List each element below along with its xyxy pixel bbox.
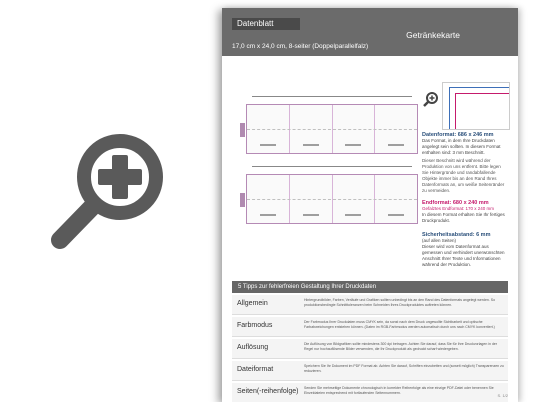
side-label-marker [240, 193, 245, 207]
datenformat-note: Dieser Beschnitt wird während der Produktion von uns entfernt. Bitte legen Sie Hintergründe und randabfallende Objekte immer bis an den Rand Ihres Datenformats an, um weiße Seitenränder zu vermeiden. [422, 158, 505, 193]
corner-detail [442, 82, 510, 130]
tip-text: Die Auflösung von Bildgrafiken sollte mindestens 300 dpi betragen. Achten Sie darauf, dass Sie für Ihre Druckvorlagen in der Regel nur hochauflösende Bilder verwenden, die Ihr Druckprodukt als gedruckt scharf wiedergeben. [304, 342, 498, 351]
sicherheit-title: Sicherheitsabstand: 6 mm [422, 232, 491, 238]
tip-row [232, 295, 508, 315]
endformat-sub: Gefalztes Endformat: 170 x 240 mm [422, 206, 495, 211]
sicherheit-sub: (auf allen Seiten) [422, 238, 457, 243]
side-label-marker [240, 123, 245, 137]
page-header [222, 8, 518, 56]
datenformat-text: Das Format, in dem Ihre Druckdaten angelegt sein sollten. In diesem Format enthalten sind: 3 mm Beschnitt. [422, 138, 501, 155]
tip-text: Hintergrundbilder, Farben, Verläufe und Grafiken sollten unbedingt bis an den Rand des Datenformats angelegt werden. So produktionsbedingte Schnitttoleranzen beim Schneiden Ihres Druckproduktes auftreten können. [304, 298, 496, 307]
endformat-title: Endformat: 680 x 240 mm [422, 200, 489, 206]
tip-row [232, 317, 508, 337]
tip-label: Auflösung [237, 344, 269, 351]
endformat-text: In diesem Format erhalten Sie Ihr fertiges Druckprodukt. [422, 212, 505, 223]
template-inside [246, 174, 418, 224]
dimension-line [252, 166, 412, 167]
datenformat-title: Datenformat: 686 x 246 mm [422, 132, 494, 138]
tips-table [232, 295, 508, 402]
endformat-info [422, 200, 508, 224]
tip-text: Der Farbmodus Ihrer Druckdaten muss CMYK sein, da sonst nach dem Druck ungewollte Sichtbarkeit und optische Farbabweichungen entstehen können. (Daten im RGB-Farbmodus werden automatisch durch uns nach CMYK konvertiert.) [304, 320, 495, 329]
dimension-line [252, 96, 412, 97]
tips-header: 5 Tipps zur fehlerfreien Gestaltung Ihrer Druckdaten [232, 281, 508, 293]
product-subtitle: 17,0 cm x 24,0 cm, 8-seiter (Doppelparallelfalz) [232, 43, 369, 50]
template-outside [246, 104, 418, 154]
datasheet-page [222, 8, 518, 402]
sicherheit-info [422, 232, 508, 268]
product-title: Getränkekarte [406, 30, 460, 40]
zoom-in-icon[interactable] [50, 125, 170, 250]
tip-label: Farbmodus [237, 322, 273, 329]
tip-label: Seiten(-reihenfolge) [237, 388, 299, 395]
tip-row [232, 361, 508, 381]
tip-row [232, 339, 508, 359]
tip-label: Dateiformat [237, 366, 274, 373]
tip-label: Allgemein [237, 300, 268, 307]
tip-text: Senden Sie mehrseitige Dokumente chronologisch in korrekter Reihenfolge als eine einzige PDF-Datei oder benennen Sie Einzeldateien entsprechend mit fortlaufenden Seitennummern. [304, 386, 494, 395]
sicherheit-text: Dieser wird vom Datenformat aus gemessen und verhindert unerwünschten Anschnitt Ihrer Texte und Informationen während der Produktion. [422, 244, 505, 267]
tip-text: Speichern Sie Ihr Dokument im PDF Format ab. Achten Sie darauf, Schriften einzubetten und (soweit möglich) Transparenzen zu reduzieren. [304, 364, 504, 373]
page-number: S. 1/2 [497, 393, 508, 398]
tip-row [232, 383, 508, 402]
zoom-in-icon[interactable] [422, 90, 440, 108]
datasheet-tag: Datenblatt [232, 18, 300, 30]
format-info [422, 132, 508, 156]
